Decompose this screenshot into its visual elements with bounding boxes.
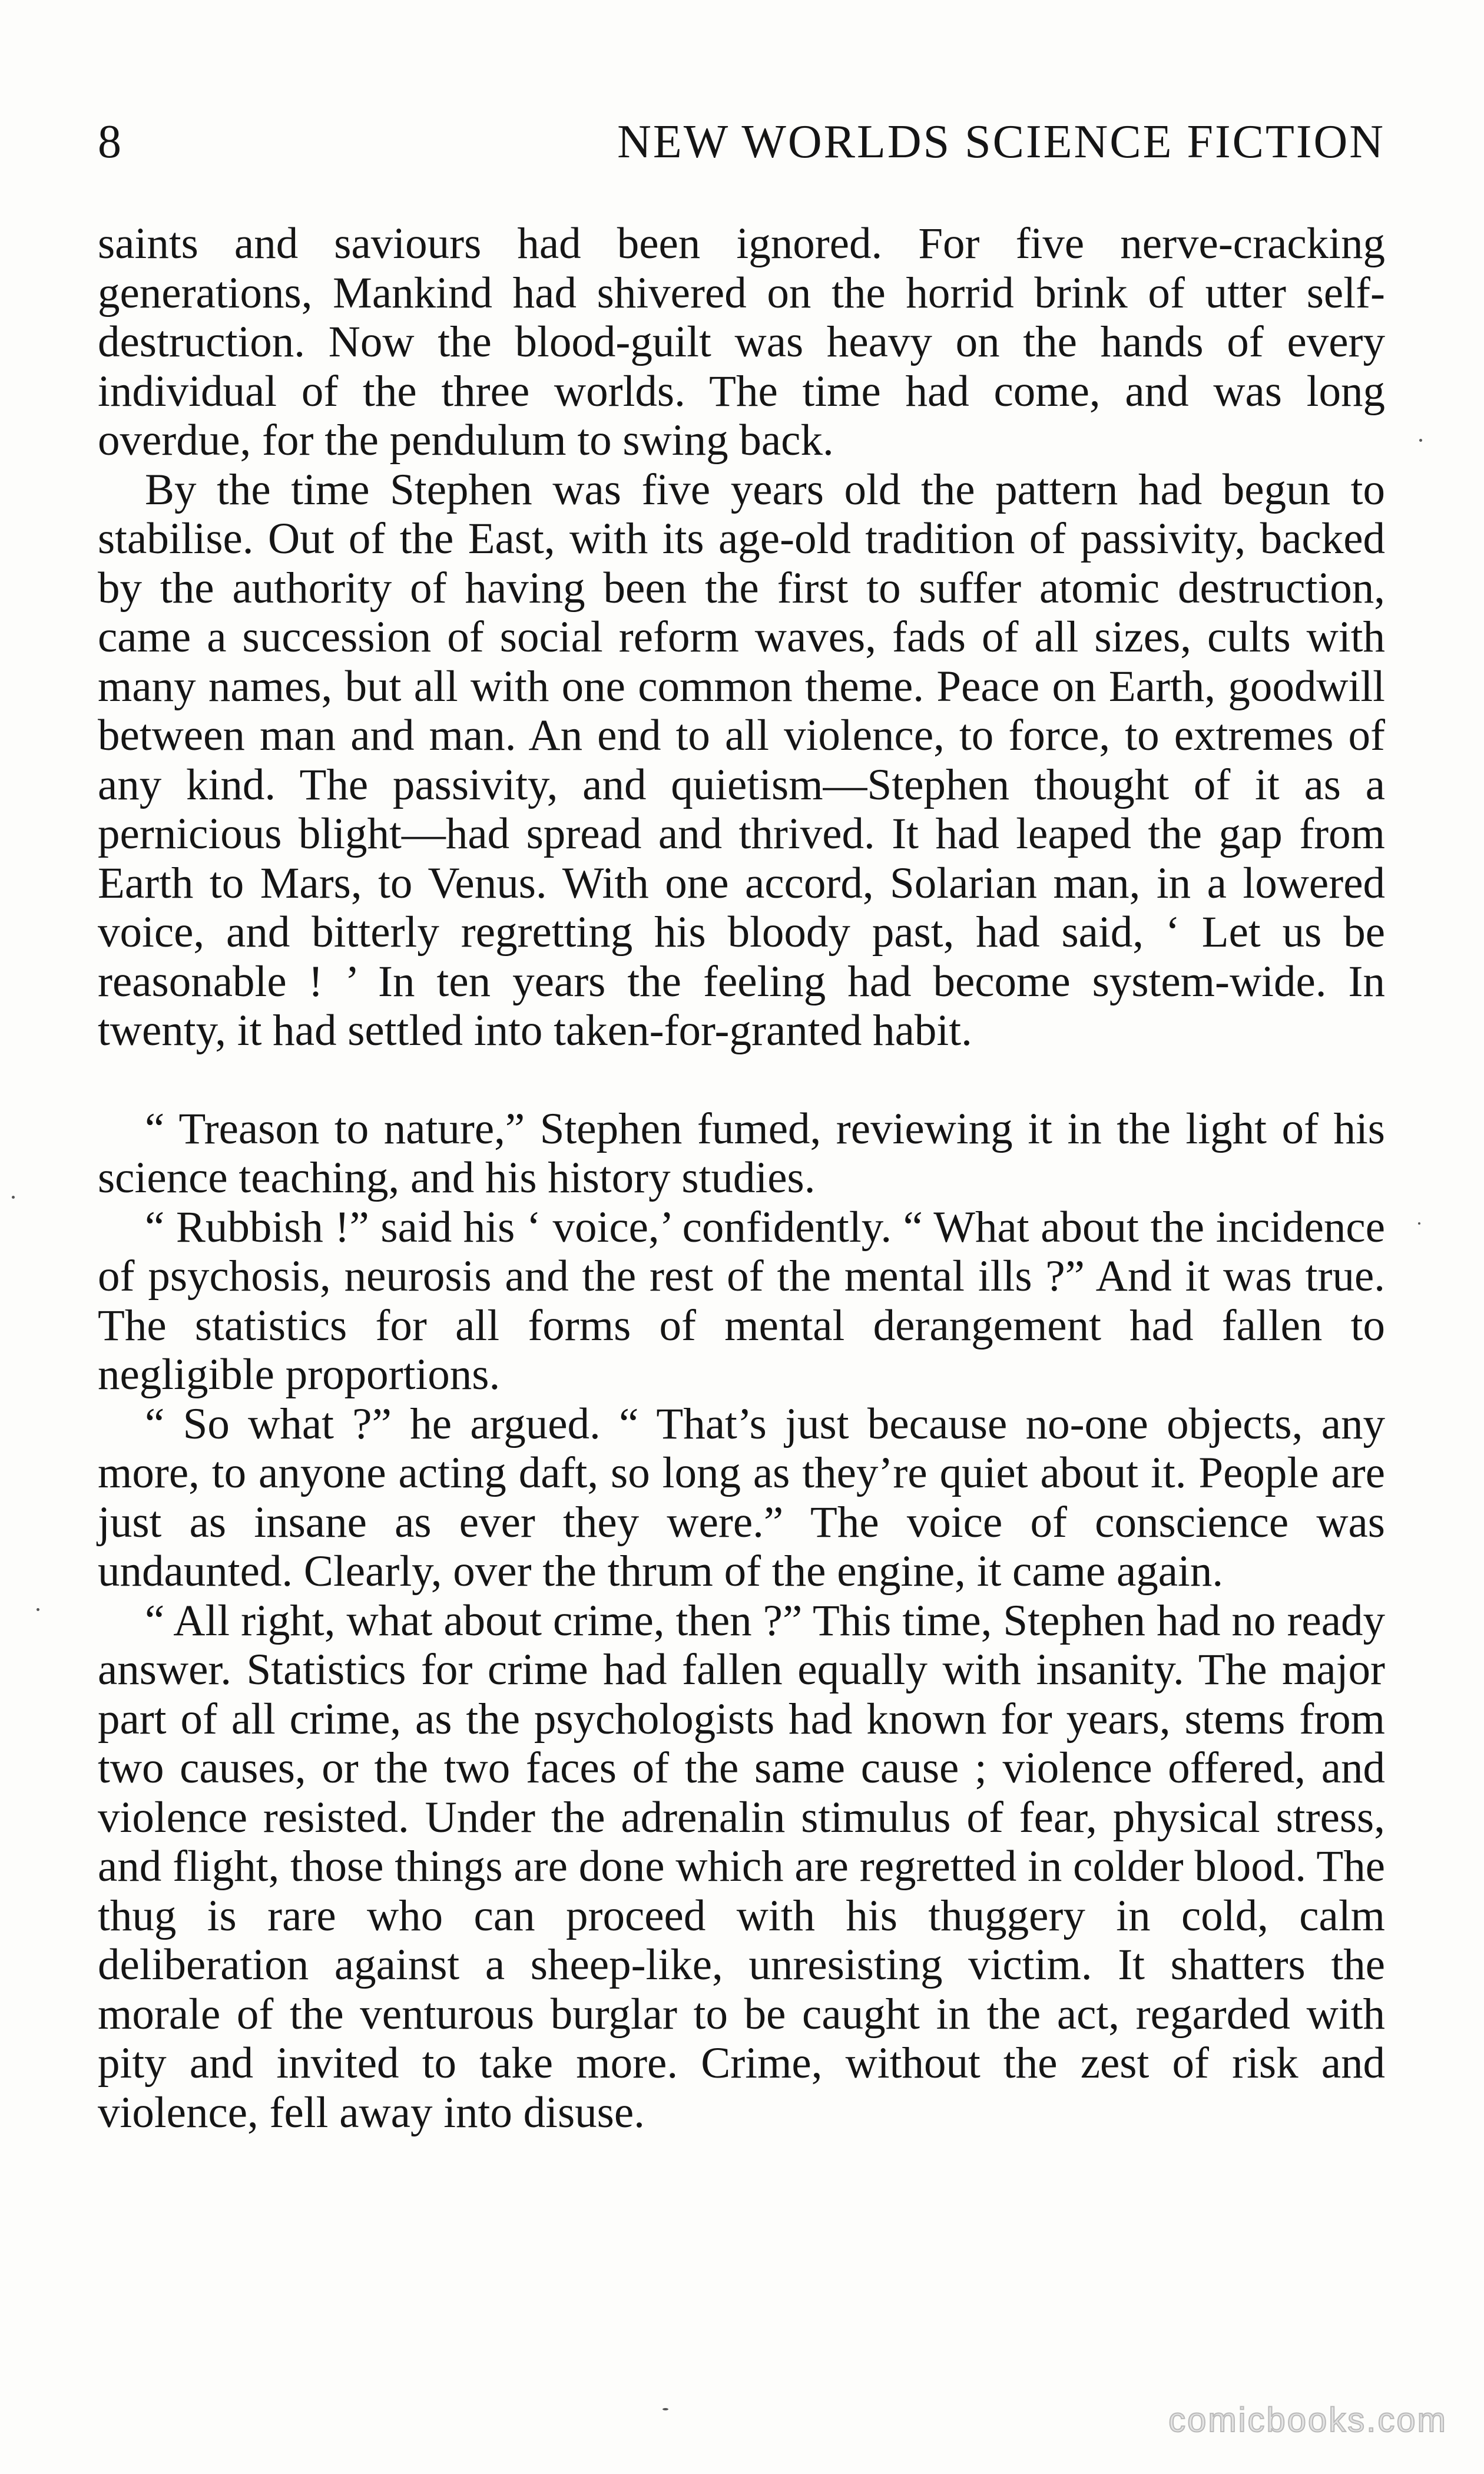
- magazine-title: NEW WORLDS SCIENCE FICTION: [617, 116, 1385, 168]
- paragraph: “ Treason to nature,” Stephen fumed, reviewing it in the light of his science teaching, and his history studies.: [98, 1104, 1385, 1202]
- print-speck: [37, 1608, 39, 1611]
- paragraph: “ So what ?” he argued. “ That’s just because no-one objects, any more, to anyone acting daft, so long as they’re quiet about it. People are just as insane as ever they were.” The voice of conscience was undaunted. Clearly, over the thrum of the engine, it came again.: [98, 1399, 1385, 1596]
- print-speck: [662, 2408, 668, 2410]
- paragraph: saints and saviours had been ignored. For five nerve-cracking generations, Mankind had shivered on the horrid brink of utter self-destruction. Now the blood-guilt was heavy on the hands of every individual of the three worlds. The time had come, and was long overdue, for the pendulum to swing back.: [98, 219, 1385, 465]
- print-speck: [12, 1196, 15, 1199]
- page-number: 8: [98, 116, 122, 168]
- paragraph: “ All right, what about crime, then ?” This time, Stephen had no ready answer. Statistics for crime had fallen equally with insanity. The major part of all crime, as the psychologists had known for years, stems from two causes, or the two faces of the same cause ; violence offered, and violence resisted. Under the adrenalin stimulus of fear, physical stress, and flight, those things are done which are regretted in colder blood. The thug is rare who can proceed with his thuggery in cold, calm deliberation against a sheep-like, unresisting victim. It shatters the morale of the venturous burglar to be caught in the act, regarded with pity and invited to take more. Crime, without the zest of risk and violence, fell away into disuse.: [98, 1596, 1385, 2137]
- watermark: comicbooks.com: [1168, 2401, 1447, 2439]
- print-speck: [1418, 1222, 1420, 1225]
- paragraph: By the time Stephen was five years old the pattern had begun to stabilise. Out of the East, with its age-old tradition of passivity, backed by the authority of having been the first to suffer atomic destruction, came a succession of social reform waves, fads of all sizes, cults with many names, but all with one common theme. Peace on Earth, goodwill between man and man. An end to all violence, to force, to extremes of any kind. The passivity, and quietism—Stephen thought of it as a pernicious blight—had spread and thrived. It had leaped the gap from Earth to Mars, to Venus. With one accord, Solarian man, in a lowered voice, and bitterly regretting his bloody past, had said, ‘ Let us be reasonable ! ’ In ten years the feeling had become system-wide. In twenty, it had settled into taken-for-granted habit.: [98, 465, 1385, 1055]
- running-header: [98, 115, 1385, 180]
- paragraph: “ Rubbish !” said his ‘ voice,’ confidently. “ What about the incidence of psychosis, neurosis and the rest of the mental ills ?” And it was true. The statistics for all forms of mental derangement had fallen to negligible proportions.: [98, 1202, 1385, 1399]
- story-text: [98, 219, 1385, 2137]
- print-speck: [1419, 439, 1422, 442]
